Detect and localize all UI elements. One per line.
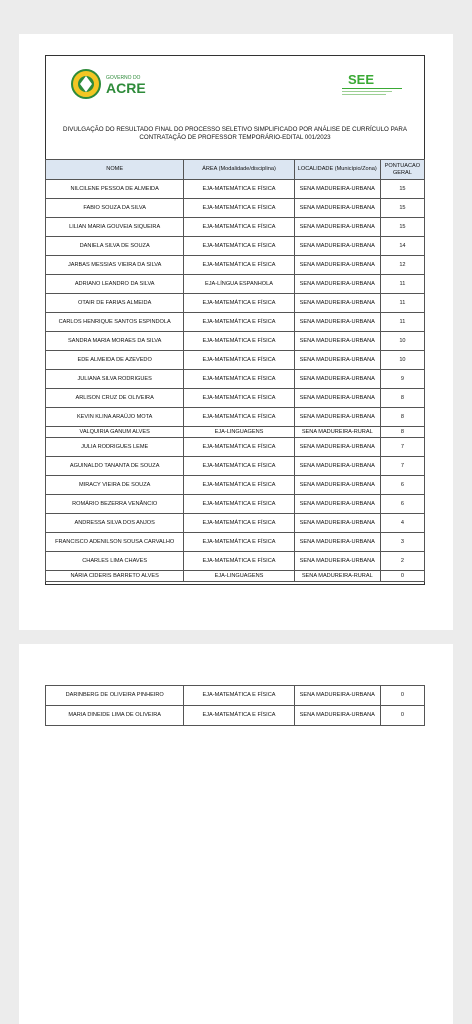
cell-pontuacao: 2 xyxy=(380,552,424,571)
cell-nome: NILCILENE PESSOA DE ALMEIDA xyxy=(46,180,184,199)
cell-nome: CHARLES LIMA CHAVES xyxy=(46,552,184,571)
table-row xyxy=(46,218,425,237)
table-row xyxy=(46,438,425,457)
cell-nome: ROMÁRIO BEZERRA VENÂNCIO xyxy=(46,495,184,514)
cell-nome: FRANCISCO ADENILSON SOUSA CARVALHO xyxy=(46,533,184,552)
cell-pontuacao: 8 xyxy=(380,408,424,427)
cell-nome: FABIO SOUZA DA SILVA xyxy=(46,199,184,218)
cell-localidade: SENA MADUREIRA-URBANA xyxy=(294,256,380,275)
table-row xyxy=(46,256,425,275)
cell-pontuacao: 14 xyxy=(380,237,424,256)
cell-localidade: SENA MADUREIRA-URBANA xyxy=(294,199,380,218)
results-table xyxy=(45,159,425,582)
column-header-nome: NOME xyxy=(46,160,184,180)
cell-area: EJA-LINGUAGENS xyxy=(184,427,294,438)
cell-area: EJA-MATEMÁTICA E FÍSICA xyxy=(184,552,294,571)
cell-nome: SANDRA MARIA MORAES DA SILVA xyxy=(46,332,184,351)
cell-area: EJA-LINGUAGENS xyxy=(184,571,294,582)
cell-pontuacao: 3 xyxy=(380,533,424,552)
table-row xyxy=(46,313,425,332)
cell-pontuacao: 10 xyxy=(380,351,424,370)
cell-pontuacao: 6 xyxy=(380,476,424,495)
cell-pontuacao: 15 xyxy=(380,218,424,237)
cell-area: EJA-MATEMÁTICA E FÍSICA xyxy=(184,476,294,495)
cell-localidade: SENA MADUREIRA-URBANA xyxy=(294,514,380,533)
cell-pontuacao: 8 xyxy=(380,427,424,438)
cell-localidade: SENA MADUREIRA-URBANA xyxy=(294,389,380,408)
cell-localidade: SENA MADUREIRA-URBANA xyxy=(294,476,380,495)
column-header-localidade: LOCALIDADE (Município/Zona) xyxy=(294,160,380,180)
cell-area: EJA-MATEMÁTICA E FÍSICA xyxy=(184,351,294,370)
cell-nome: DANIELA SILVA DE SOUZA xyxy=(46,237,184,256)
table-row xyxy=(46,552,425,571)
cell-nome: DARINBERG DE OLIVEIRA PINHEIRO xyxy=(46,686,184,706)
cell-nome: ARLISON CRUZ DE OLIVEIRA xyxy=(46,389,184,408)
table-row xyxy=(46,457,425,476)
cell-localidade: SENA MADUREIRA-URBANA xyxy=(294,495,380,514)
table-row xyxy=(46,476,425,495)
cell-localidade: SENA MADUREIRA-URBANA xyxy=(294,180,380,199)
cell-nome: EDE ALMEIDA DE AZEVEDO xyxy=(46,351,184,370)
cell-nome: NÁRIA CIDERIS BARRETO ALVES xyxy=(46,571,184,582)
cell-area: EJA-MATEMÁTICA E FÍSICA xyxy=(184,332,294,351)
cell-localidade: SENA MADUREIRA-URBANA xyxy=(294,370,380,389)
results-table-body xyxy=(46,180,425,582)
cell-nome: JULIANA SILVA RODRIGUES xyxy=(46,370,184,389)
cell-nome: ADRIANO LEANDRO DA SILVA xyxy=(46,275,184,294)
cell-area: EJA-MATEMÁTICA E FÍSICA xyxy=(184,180,294,199)
cell-area: EJA-MATEMÁTICA E FÍSICA xyxy=(184,686,294,706)
table-row xyxy=(46,199,425,218)
cell-area: EJA-MATEMÁTICA E FÍSICA xyxy=(184,237,294,256)
cell-nome: OTAIR DE FARIAS ALMEIDA xyxy=(46,294,184,313)
cell-pontuacao: 6 xyxy=(380,495,424,514)
cell-nome: MARIA DINEIDE LIMA DE OLIVEIRA xyxy=(46,706,184,726)
cell-localidade: SENA MADUREIRA-URBANA xyxy=(294,457,380,476)
cell-pontuacao: 12 xyxy=(380,256,424,275)
cell-localidade: SENA MADUREIRA-URBANA xyxy=(294,533,380,552)
cell-pontuacao: 8 xyxy=(380,389,424,408)
cell-nome: KEVIN KLINA ARAÚJO MOTA xyxy=(46,408,184,427)
cell-pontuacao: 15 xyxy=(380,199,424,218)
cell-nome: LILIAN MARIA GOUVEIA SIQUEIRA xyxy=(46,218,184,237)
document-title xyxy=(54,126,416,142)
cell-pontuacao: 15 xyxy=(380,180,424,199)
cell-pontuacao: 4 xyxy=(380,514,424,533)
table-row xyxy=(46,514,425,533)
cell-localidade: SENA MADUREIRA-URBANA xyxy=(294,351,380,370)
cell-pontuacao: 10 xyxy=(380,332,424,351)
table-row xyxy=(46,706,425,726)
title-line-2: CONTRATAÇÃO DE PROFESSOR TEMPORÁRIO-EDITAL 001/2023 xyxy=(139,134,331,141)
cell-localidade: SENA MADUREIRA-URBANA xyxy=(294,313,380,332)
cell-localidade: SENA MADUREIRA-URBANA xyxy=(294,218,380,237)
cell-area: EJA-MATEMÁTICA E FÍSICA xyxy=(184,313,294,332)
table-row xyxy=(46,571,425,582)
cell-area: EJA-MATEMÁTICA E FÍSICA xyxy=(184,199,294,218)
table-row xyxy=(46,686,425,706)
table-row xyxy=(46,332,425,351)
see-logo xyxy=(336,68,422,102)
results-table-continued xyxy=(45,685,425,726)
cell-area: EJA-MATEMÁTICA E FÍSICA xyxy=(184,408,294,427)
cell-nome: JARBAS MESSIAS VIEIRA DA SILVA xyxy=(46,256,184,275)
table-row xyxy=(46,237,425,256)
cell-area: EJA-MATEMÁTICA E FÍSICA xyxy=(184,457,294,476)
cell-area: EJA-MATEMÁTICA E FÍSICA xyxy=(184,370,294,389)
cell-nome: VALQUIRIA GANUM ALVES xyxy=(46,427,184,438)
cell-pontuacao: 9 xyxy=(380,370,424,389)
cell-area: EJA-MATEMÁTICA E FÍSICA xyxy=(184,294,294,313)
cell-area: EJA-MATEMÁTICA E FÍSICA xyxy=(184,218,294,237)
cell-area: EJA-MATEMÁTICA E FÍSICA xyxy=(184,256,294,275)
cell-area: EJA-MATEMÁTICA E FÍSICA xyxy=(184,533,294,552)
cell-area: EJA-MATEMÁTICA E FÍSICA xyxy=(184,495,294,514)
table-row xyxy=(46,294,425,313)
cell-localidade: SENA MADUREIRA-URBANA xyxy=(294,237,380,256)
cell-localidade: SENA MADUREIRA-URBANA xyxy=(294,552,380,571)
cell-pontuacao: 7 xyxy=(380,457,424,476)
cell-localidade: SENA MADUREIRA-URBANA xyxy=(294,438,380,457)
table-header-row xyxy=(46,160,425,180)
svg-text:GOVERNO DO: GOVERNO DO xyxy=(106,75,141,81)
cell-pontuacao: 11 xyxy=(380,313,424,332)
cell-localidade: SENA MADUREIRA-URBANA xyxy=(294,706,380,726)
cell-pontuacao: 0 xyxy=(380,706,424,726)
table-row xyxy=(46,427,425,438)
cell-pontuacao: 11 xyxy=(380,294,424,313)
document-page-2 xyxy=(19,644,453,1024)
cell-localidade: SENA MADUREIRA-RURAL xyxy=(294,427,380,438)
document-frame xyxy=(45,55,425,585)
cell-nome: ANDRESSA SILVA DOS ANJOS xyxy=(46,514,184,533)
results-table-continued-body xyxy=(46,686,425,726)
cell-localidade: SENA MADUREIRA-URBANA xyxy=(294,408,380,427)
table-row xyxy=(46,370,425,389)
table-row xyxy=(46,495,425,514)
table-row xyxy=(46,351,425,370)
table-row xyxy=(46,408,425,427)
cell-localidade: SENA MADUREIRA-URBANA xyxy=(294,294,380,313)
cell-pontuacao: 0 xyxy=(380,686,424,706)
table-row xyxy=(46,275,425,294)
svg-text:SEE: SEE xyxy=(348,72,375,87)
table-row xyxy=(46,533,425,552)
cell-localidade: SENA MADUREIRA-URBANA xyxy=(294,332,380,351)
cell-pontuacao: 11 xyxy=(380,275,424,294)
cell-localidade: SENA MADUREIRA-URBANA xyxy=(294,686,380,706)
cell-nome: MIRACY VIEIRA DE SOUZA xyxy=(46,476,184,495)
cell-area: EJA-MATEMÁTICA E FÍSICA xyxy=(184,706,294,726)
title-line-1: DIVULGAÇÃO DO RESULTADO FINAL DO PROCESSO SELETIVO SIMPLIFICADO POR ANÁLISE DE CURRÍCULO PARA xyxy=(63,126,407,133)
cell-area: EJA-MATEMÁTICA E FÍSICA xyxy=(184,514,294,533)
table-row xyxy=(46,180,425,199)
cell-nome: AGUINALDO TANANTA DE SOUZA xyxy=(46,457,184,476)
document-page-1 xyxy=(19,34,453,630)
cell-pontuacao: 7 xyxy=(380,438,424,457)
cell-area: EJA-MATEMÁTICA E FÍSICA xyxy=(184,438,294,457)
cell-pontuacao: 0 xyxy=(380,571,424,582)
table-row xyxy=(46,389,425,408)
cell-localidade: SENA MADUREIRA-URBANA xyxy=(294,275,380,294)
cell-nome: JULIA RODRIGUES LEME xyxy=(46,438,184,457)
cell-localidade: SENA MADUREIRA-RURAL xyxy=(294,571,380,582)
cell-area: EJA-LÍNGUA ESPANHOLA xyxy=(184,275,294,294)
governo-acre-logo xyxy=(70,66,180,102)
column-header-area: ÁREA (Modalidade/disciplina) xyxy=(184,160,294,180)
column-header-pontuacao: PONTUACAO GERAL xyxy=(380,160,424,180)
cell-nome: CARLOS HENRIQUE SANTOS ESPINDOLA xyxy=(46,313,184,332)
svg-text:ACRE: ACRE xyxy=(106,80,146,96)
cell-area: EJA-MATEMÁTICA E FÍSICA xyxy=(184,389,294,408)
